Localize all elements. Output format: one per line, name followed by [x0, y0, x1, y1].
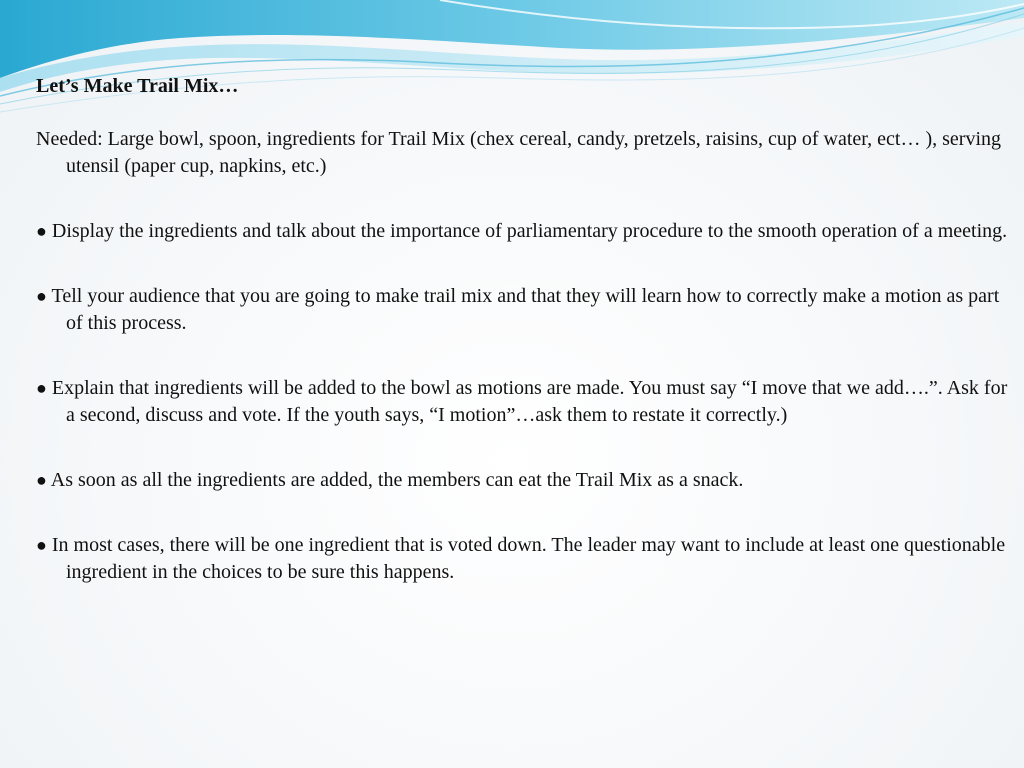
needed-paragraph [36, 126, 1016, 180]
bullet-item [36, 218, 1016, 245]
bullet-icon: ● [36, 221, 47, 241]
slide-title: Let’s Make Trail Mix… [36, 75, 239, 97]
bullet-text: Tell your audience that you are going to make trail mix and that they will learn how to correctly make a motion as part of this process. [46, 285, 1000, 334]
bullet-icon: ● [36, 378, 47, 398]
bullet-icon: ● [36, 286, 47, 306]
bullet-text: In most cases, there will be one ingredient that is voted down. The leader may want to include at least one questionable ingredient in the choices to be sure this happens. [46, 534, 1006, 583]
bullet-icon: ● [36, 470, 47, 490]
bullet-item [36, 375, 1016, 429]
bullet-item [36, 467, 1016, 494]
bullet-text: Display the ingredients and talk about the importance of parliamentary procedure to the smooth operation of a meeting. [46, 220, 1008, 242]
bullet-item [36, 532, 1016, 586]
paragraph-text: Needed: Large bowl, spoon, ingredients for Trail Mix (chex cereal, candy, pretzels, raisins, cup of water, ect… ), serving utensil (paper cup, napkins, etc.) [36, 128, 1002, 177]
bullet-icon: ● [36, 535, 47, 555]
bullet-text: As soon as all the ingredients are added, the members can eat the Trail Mix as a snack. [46, 469, 744, 491]
bullet-item [36, 283, 1016, 337]
bullet-text: Explain that ingredients will be added to the bowl as motions are made. You must say “I move that we add….”. Ask for a second, discuss and vote. If the youth says, “I motion”…ask them to restate it correctly.) [46, 377, 1008, 426]
slide-content [36, 72, 1016, 624]
